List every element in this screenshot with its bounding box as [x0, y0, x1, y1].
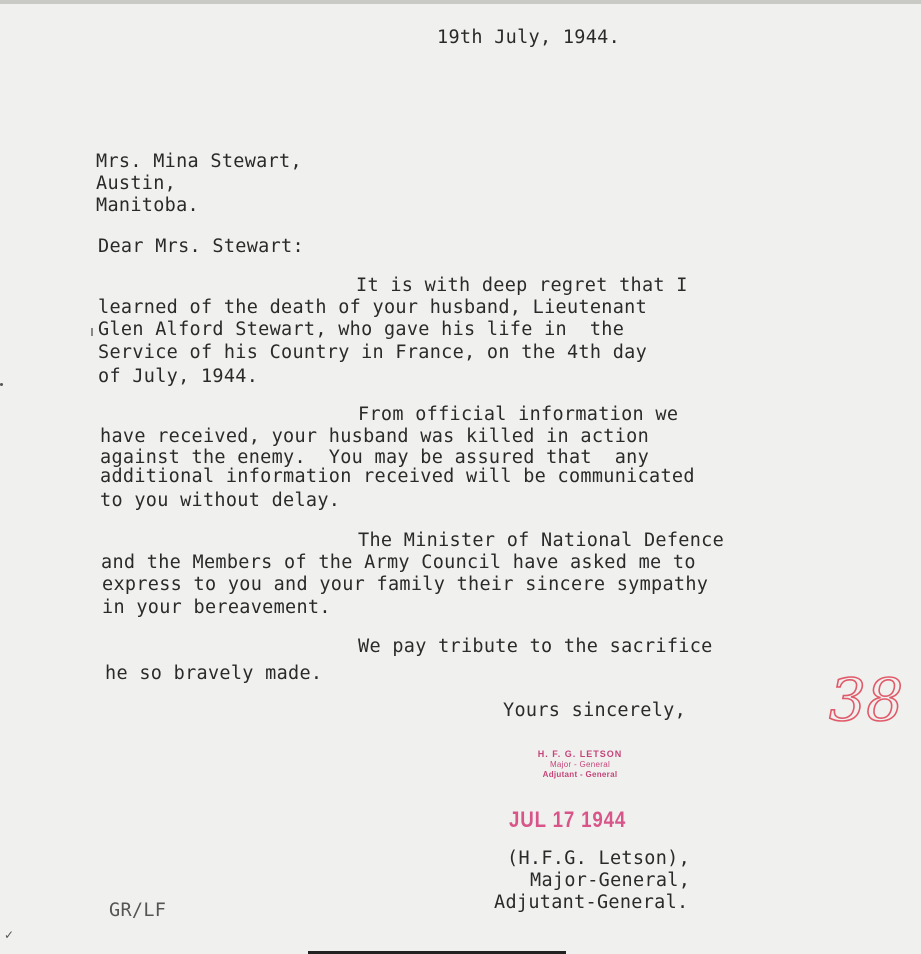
paragraph1-line: learned of the death of your husband, Lieutenant	[98, 297, 648, 318]
letter-date: 19th July, 1944.	[437, 27, 621, 48]
paragraph3-line: express to you and your family their sincere sympathy	[102, 574, 709, 595]
stamp-rank: Major - General	[549, 760, 611, 769]
page-number-text: 38	[829, 666, 904, 734]
scan-mark-v: ✓	[4, 928, 15, 942]
recipient-province: Manitoba.	[96, 195, 199, 216]
date-stamp: JUL 17 1944	[509, 807, 627, 832]
paragraph3-line: and the Members of the Army Council have asked me to	[101, 552, 696, 573]
paragraph4-line: We pay tribute to the sacrifice	[358, 636, 713, 657]
stamp-name: H. F. G. LETSON	[537, 749, 623, 759]
signature-rank: Major-General,	[530, 870, 691, 891]
signature-title: Adjutant-General.	[494, 892, 689, 913]
scan-mark	[0, 383, 3, 386]
margin-mark	[91, 328, 93, 336]
paragraph1-line: of July, 1944.	[98, 366, 259, 387]
recipient-name: Mrs. Mina Stewart,	[96, 151, 302, 172]
paragraph2-line: against the enemy. You may be assured that any	[100, 447, 650, 468]
paragraph2-line: to you without delay.	[100, 490, 341, 511]
paragraph1-line: Service of his Country in France, on the 4th day	[98, 342, 648, 363]
paragraph3-line: in your bereavement.	[102, 597, 331, 618]
salutation: Dear Mrs. Stewart:	[98, 236, 304, 257]
paragraph2-line: From official information we	[358, 404, 679, 425]
reference-initials: GR/LF	[109, 900, 167, 921]
paragraph1-line: It is with deep regret that I	[356, 275, 688, 296]
stamp-title: Adjutant - General	[542, 770, 618, 779]
closing: Yours sincerely,	[503, 700, 687, 721]
handwritten-page-number	[825, 642, 904, 737]
paragraph2-line: additional information received will be communicated	[100, 466, 695, 487]
signature-name: (H.F.G. Letson),	[507, 848, 691, 869]
recipient-town: Austin,	[96, 173, 177, 194]
paragraph2-line: have received, your husband was killed in action	[100, 426, 650, 447]
page-top-edge	[0, 0, 921, 4]
paragraph3-line: The Minister of National Defence	[358, 530, 725, 551]
paragraph1-line: Glen Alford Stewart, who gave his life in the	[98, 319, 625, 340]
signature-stamp	[520, 749, 640, 780]
paragraph4-line: he so bravely made.	[105, 663, 323, 684]
